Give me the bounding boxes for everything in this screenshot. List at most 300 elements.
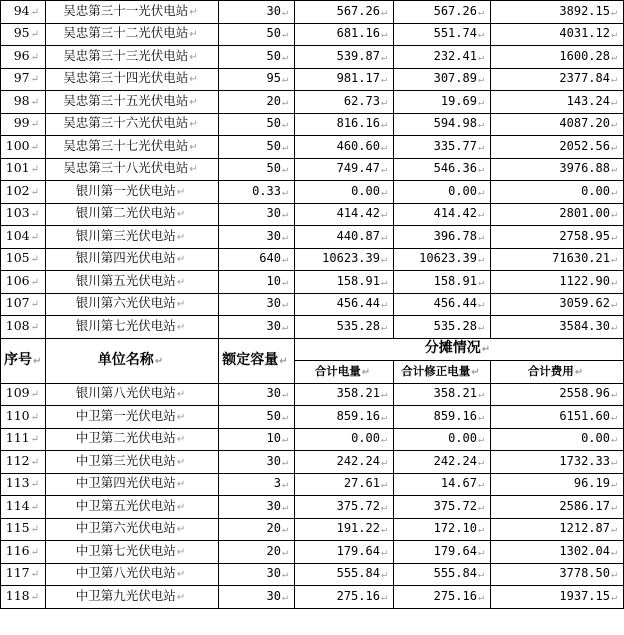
total-power-cell <box>295 563 394 586</box>
seq-cell <box>1 1 46 24</box>
total-power-cell <box>295 23 394 46</box>
paragraph-mark-icon: ↵ <box>610 51 617 63</box>
paragraph-mark-icon: ↵ <box>380 276 387 288</box>
paragraph-mark-icon: ↵ <box>477 29 484 41</box>
total-cost-value: 96.19 <box>573 476 610 491</box>
paragraph-mark-icon: ↵ <box>477 434 484 446</box>
total-power-value: 539.87 <box>336 48 380 63</box>
adjusted-power-cell <box>394 46 491 69</box>
table-row <box>1 1 624 24</box>
station-name-cell <box>46 158 219 181</box>
seq-value: 107 <box>5 295 30 311</box>
adjusted-power-cell <box>394 496 491 519</box>
paragraph-mark-icon: ↵ <box>176 456 186 468</box>
paragraph-mark-icon: ↵ <box>281 456 288 468</box>
station-name-value: 中卫第一光伏电站 <box>75 407 176 423</box>
seq-cell <box>1 473 46 496</box>
adjusted-power-value: 179.64 <box>433 543 477 558</box>
seq-value: 110 <box>5 407 30 423</box>
station-name-value: 吴忠第三十七光伏电站 <box>63 137 189 153</box>
paragraph-mark-icon: ↵ <box>610 276 617 288</box>
total-cost-value: 2586.17 <box>559 498 610 513</box>
total-cost-cell <box>491 563 624 586</box>
paragraph-mark-icon: ↵ <box>30 231 39 243</box>
adjusted-power-value: 242.24 <box>433 453 477 468</box>
station-name-value: 中卫第四光伏电站 <box>75 475 176 491</box>
total-power-cell <box>295 406 394 429</box>
adjusted-power-cell <box>394 91 491 114</box>
total-cost-value: 1937.15 <box>559 588 610 603</box>
seq-cell <box>1 68 46 91</box>
header-seq: 序号 <box>4 351 32 368</box>
capacity-value: 50 <box>266 26 281 41</box>
total-power-cell <box>295 451 394 474</box>
total-power-cell <box>295 91 394 114</box>
paragraph-mark-icon: ↵ <box>380 254 387 266</box>
total-power-value: 62.73 <box>343 93 380 108</box>
total-power-value: 358.21 <box>336 386 380 401</box>
total-power-cell <box>295 518 394 541</box>
paragraph-mark-icon: ↵ <box>380 501 387 513</box>
adjusted-power-value: 10623.39 <box>419 251 477 266</box>
table-row <box>1 293 624 316</box>
paragraph-mark-icon: ↵ <box>281 546 288 558</box>
header-group-cell <box>295 338 624 361</box>
total-power-value: 816.16 <box>336 116 380 131</box>
paragraph-mark-icon: ↵ <box>30 96 39 108</box>
paragraph-mark-icon: ↵ <box>189 51 198 63</box>
total-cost-value: 71630.21 <box>552 251 610 266</box>
paragraph-mark-icon: ↵ <box>610 569 617 581</box>
table-row <box>1 383 624 406</box>
table-row <box>1 316 624 339</box>
seq-cell <box>1 136 46 159</box>
table-header <box>1 338 624 383</box>
paragraph-mark-icon: ↵ <box>281 389 288 401</box>
table-body-bottom <box>1 383 624 608</box>
station-name-value: 吴忠第三十六光伏电站 <box>63 115 189 131</box>
station-name-value: 银川第三光伏电站 <box>75 227 176 243</box>
paragraph-mark-icon: ↵ <box>477 321 484 333</box>
adjusted-power-value: 275.16 <box>433 588 477 603</box>
total-cost-cell <box>491 46 624 69</box>
adjusted-power-cell <box>394 68 491 91</box>
station-name-value: 中卫第八光伏电站 <box>75 565 176 581</box>
capacity-value: 95 <box>266 71 281 86</box>
capacity-value: 30 <box>266 296 281 311</box>
paragraph-mark-icon: ↵ <box>610 456 617 468</box>
table-row <box>1 406 624 429</box>
total-power-cell <box>295 473 394 496</box>
total-power-cell <box>295 136 394 159</box>
paragraph-mark-icon: ↵ <box>477 231 484 243</box>
paragraph-mark-icon: ↵ <box>189 74 198 86</box>
paragraph-mark-icon: ↵ <box>361 366 371 378</box>
capacity-value: 30 <box>266 228 281 243</box>
paragraph-mark-icon: ↵ <box>281 321 288 333</box>
adjusted-power-value: 14.67 <box>440 476 477 491</box>
seq-cell <box>1 518 46 541</box>
seq-value: 109 <box>5 385 30 401</box>
capacity-cell <box>219 293 295 316</box>
seq-value: 94 <box>13 2 30 18</box>
seq-cell <box>1 23 46 46</box>
station-name-cell <box>46 226 219 249</box>
total-cost-cell <box>491 226 624 249</box>
paragraph-mark-icon: ↵ <box>380 591 387 603</box>
total-cost-cell <box>491 293 624 316</box>
paragraph-mark-icon: ↵ <box>176 546 186 558</box>
table-row <box>1 181 624 204</box>
station-name-value: 银川第一光伏电站 <box>75 182 176 198</box>
paragraph-mark-icon: ↵ <box>610 299 617 311</box>
paragraph-mark-icon: ↵ <box>477 164 484 176</box>
capacity-value: 50 <box>266 408 281 423</box>
paragraph-mark-icon: ↵ <box>610 186 617 198</box>
capacity-cell <box>219 23 295 46</box>
paragraph-mark-icon: ↵ <box>30 411 39 423</box>
seq-cell <box>1 428 46 451</box>
capacity-cell <box>219 203 295 226</box>
capacity-cell <box>219 496 295 519</box>
total-cost-cell <box>491 451 624 474</box>
paragraph-mark-icon: ↵ <box>281 501 288 513</box>
paragraph-mark-icon: ↵ <box>176 389 186 401</box>
total-cost-value: 3976.88 <box>559 161 610 176</box>
paragraph-mark-icon: ↵ <box>380 299 387 311</box>
capacity-value: 20 <box>266 543 281 558</box>
station-name-cell <box>46 496 219 519</box>
paragraph-mark-icon: ↵ <box>176 186 186 198</box>
header-adjusted-power-cell <box>394 361 491 384</box>
paragraph-mark-icon: ↵ <box>477 591 484 603</box>
adjusted-power-value: 456.44 <box>433 296 477 311</box>
paragraph-mark-icon: ↵ <box>30 299 39 311</box>
header-name: 单位名称 <box>97 351 154 368</box>
seq-cell <box>1 91 46 114</box>
seq-cell <box>1 271 46 294</box>
paragraph-mark-icon: ↵ <box>380 411 387 423</box>
station-name-cell <box>46 586 219 609</box>
paragraph-mark-icon: ↵ <box>281 74 288 86</box>
paragraph-mark-icon: ↵ <box>380 389 387 401</box>
header-name-cell <box>46 338 219 383</box>
table-row <box>1 68 624 91</box>
capacity-value: 0.33 <box>252 183 281 198</box>
capacity-value: 10 <box>266 273 281 288</box>
capacity-cell <box>219 158 295 181</box>
adjusted-power-value: 594.98 <box>433 116 477 131</box>
total-power-cell <box>295 181 394 204</box>
adjusted-power-value: 551.74 <box>433 26 477 41</box>
capacity-cell <box>219 518 295 541</box>
header-row-1 <box>1 338 624 361</box>
seq-value: 116 <box>5 542 30 558</box>
seq-cell <box>1 451 46 474</box>
paragraph-mark-icon: ↵ <box>610 479 617 491</box>
paragraph-mark-icon: ↵ <box>610 501 617 513</box>
header-capacity-cell <box>219 338 295 383</box>
paragraph-mark-icon: ↵ <box>281 141 288 153</box>
paragraph-mark-icon: ↵ <box>481 344 491 356</box>
station-name-cell <box>46 113 219 136</box>
total-cost-value: 2377.84 <box>559 71 610 86</box>
total-power-value: 681.16 <box>336 26 380 41</box>
paragraph-mark-icon: ↵ <box>380 231 387 243</box>
paragraph-mark-icon: ↵ <box>380 434 387 446</box>
paragraph-mark-icon: ↵ <box>477 74 484 86</box>
adjusted-power-value: 158.91 <box>433 273 477 288</box>
adjusted-power-value: 172.10 <box>433 521 477 536</box>
total-power-cell <box>295 496 394 519</box>
table-row <box>1 203 624 226</box>
paragraph-mark-icon: ↵ <box>281 479 288 491</box>
total-cost-cell <box>491 136 624 159</box>
paragraph-mark-icon: ↵ <box>176 479 186 491</box>
total-cost-cell <box>491 248 624 271</box>
capacity-cell <box>219 586 295 609</box>
header-total-cost: 合计费用 <box>527 363 574 378</box>
paragraph-mark-icon: ↵ <box>30 389 39 401</box>
total-cost-cell <box>491 383 624 406</box>
total-cost-value: 0.00 <box>581 183 610 198</box>
paragraph-mark-icon: ↵ <box>477 389 484 401</box>
station-name-cell <box>46 473 219 496</box>
header-adjusted-power: 合计修正电量 <box>401 363 471 378</box>
paragraph-mark-icon: ↵ <box>176 231 186 243</box>
station-name-cell <box>46 428 219 451</box>
paragraph-mark-icon: ↵ <box>30 524 39 536</box>
table-row <box>1 23 624 46</box>
capacity-cell <box>219 248 295 271</box>
adjusted-power-cell <box>394 428 491 451</box>
seq-value: 113 <box>5 475 30 491</box>
paragraph-mark-icon: ↵ <box>176 434 186 446</box>
paragraph-mark-icon: ↵ <box>281 51 288 63</box>
paragraph-mark-icon: ↵ <box>281 299 288 311</box>
seq-value: 96 <box>13 47 30 63</box>
paragraph-mark-icon: ↵ <box>610 29 617 41</box>
seq-cell <box>1 181 46 204</box>
total-cost-cell <box>491 68 624 91</box>
paragraph-mark-icon: ↵ <box>477 51 484 63</box>
paragraph-mark-icon: ↵ <box>30 29 39 41</box>
seq-value: 102 <box>5 182 30 198</box>
paragraph-mark-icon: ↵ <box>477 141 484 153</box>
adjusted-power-cell <box>394 181 491 204</box>
total-power-value: 158.91 <box>336 273 380 288</box>
paragraph-mark-icon: ↵ <box>477 546 484 558</box>
capacity-value: 3 <box>273 476 281 491</box>
paragraph-mark-icon: ↵ <box>477 119 484 131</box>
paragraph-mark-icon: ↵ <box>281 186 288 198</box>
paragraph-mark-icon: ↵ <box>477 186 484 198</box>
total-power-value: 375.72 <box>336 498 380 513</box>
total-cost-cell <box>491 113 624 136</box>
total-cost-cell <box>491 518 624 541</box>
paragraph-mark-icon: ↵ <box>477 456 484 468</box>
capacity-cell <box>219 1 295 24</box>
station-name-cell <box>46 451 219 474</box>
total-cost-value: 143.24 <box>566 93 610 108</box>
paragraph-mark-icon: ↵ <box>610 321 617 333</box>
capacity-value: 30 <box>266 588 281 603</box>
paragraph-mark-icon: ↵ <box>610 411 617 423</box>
paragraph-mark-icon: ↵ <box>610 524 617 536</box>
table-row <box>1 271 624 294</box>
total-power-cell <box>295 226 394 249</box>
seq-value: 108 <box>5 317 30 333</box>
adjusted-power-cell <box>394 248 491 271</box>
seq-cell <box>1 226 46 249</box>
capacity-value: 20 <box>266 93 281 108</box>
paragraph-mark-icon: ↵ <box>176 254 186 266</box>
paragraph-mark-icon: ↵ <box>610 164 617 176</box>
seq-value: 106 <box>5 272 30 288</box>
capacity-cell <box>219 181 295 204</box>
total-power-value: 10623.39 <box>322 251 380 266</box>
total-cost-value: 1212.87 <box>559 521 610 536</box>
total-power-value: 567.26 <box>336 3 380 18</box>
capacity-cell <box>219 226 295 249</box>
paragraph-mark-icon: ↵ <box>380 569 387 581</box>
seq-value: 103 <box>5 205 30 221</box>
paragraph-mark-icon: ↵ <box>610 231 617 243</box>
station-name-cell <box>46 406 219 429</box>
total-power-cell <box>295 428 394 451</box>
seq-cell <box>1 316 46 339</box>
capacity-value: 10 <box>266 431 281 446</box>
paragraph-mark-icon: ↵ <box>176 501 186 513</box>
total-cost-cell <box>491 473 624 496</box>
paragraph-mark-icon: ↵ <box>30 591 39 603</box>
seq-value: 118 <box>5 587 30 603</box>
total-cost-value: 6151.60 <box>559 408 610 423</box>
capacity-cell <box>219 406 295 429</box>
paragraph-mark-icon: ↵ <box>281 119 288 131</box>
paragraph-mark-icon: ↵ <box>176 591 186 603</box>
adjusted-power-cell <box>394 586 491 609</box>
capacity-value: 30 <box>266 453 281 468</box>
paragraph-mark-icon: ↵ <box>176 299 186 311</box>
adjusted-power-value: 307.89 <box>433 71 477 86</box>
total-power-value: 859.16 <box>336 408 380 423</box>
seq-value: 112 <box>5 452 30 468</box>
adjusted-power-cell <box>394 113 491 136</box>
paragraph-mark-icon: ↵ <box>380 164 387 176</box>
table-row <box>1 451 624 474</box>
total-power-cell <box>295 158 394 181</box>
paragraph-mark-icon: ↵ <box>610 209 617 221</box>
total-cost-value: 3059.62 <box>559 296 610 311</box>
paragraph-mark-icon: ↵ <box>30 501 39 513</box>
seq-value: 98 <box>13 92 30 108</box>
paragraph-mark-icon: ↵ <box>610 591 617 603</box>
paragraph-mark-icon: ↵ <box>281 6 288 18</box>
station-name-cell <box>46 23 219 46</box>
table-row <box>1 113 624 136</box>
paragraph-mark-icon: ↵ <box>380 29 387 41</box>
seq-cell <box>1 406 46 429</box>
seq-value: 111 <box>5 430 30 446</box>
total-cost-value: 3778.50 <box>559 566 610 581</box>
total-power-value: 275.16 <box>336 588 380 603</box>
paragraph-mark-icon: ↵ <box>30 479 39 491</box>
paragraph-mark-icon: ↵ <box>477 524 484 536</box>
total-power-value: 0.00 <box>351 183 380 198</box>
seq-cell <box>1 541 46 564</box>
paragraph-mark-icon: ↵ <box>30 321 39 333</box>
paragraph-mark-icon: ↵ <box>610 141 617 153</box>
adjusted-power-value: 396.78 <box>433 228 477 243</box>
adjusted-power-value: 555.84 <box>433 566 477 581</box>
total-cost-value: 3584.30 <box>559 318 610 333</box>
paragraph-mark-icon: ↵ <box>281 276 288 288</box>
paragraph-mark-icon: ↵ <box>176 276 186 288</box>
capacity-cell <box>219 451 295 474</box>
table-row <box>1 226 624 249</box>
seq-cell <box>1 496 46 519</box>
capacity-cell <box>219 271 295 294</box>
total-cost-value: 1122.90 <box>559 273 610 288</box>
paragraph-mark-icon: ↵ <box>380 209 387 221</box>
adjusted-power-value: 414.42 <box>433 206 477 221</box>
paragraph-mark-icon: ↵ <box>477 411 484 423</box>
paragraph-mark-icon: ↵ <box>30 209 39 221</box>
capacity-value: 50 <box>266 116 281 131</box>
capacity-cell <box>219 136 295 159</box>
total-power-value: 555.84 <box>336 566 380 581</box>
paragraph-mark-icon: ↵ <box>281 569 288 581</box>
seq-value: 100 <box>5 137 30 153</box>
capacity-cell <box>219 563 295 586</box>
paragraph-mark-icon: ↵ <box>380 51 387 63</box>
total-cost-value: 1732.33 <box>559 453 610 468</box>
paragraph-mark-icon: ↵ <box>33 355 42 367</box>
seq-value: 114 <box>5 497 30 513</box>
adjusted-power-value: 358.21 <box>433 386 477 401</box>
total-cost-value: 2052.56 <box>559 138 610 153</box>
station-name-value: 吴忠第三十四光伏电站 <box>63 70 189 86</box>
adjusted-power-cell <box>394 563 491 586</box>
table-row <box>1 46 624 69</box>
paragraph-mark-icon: ↵ <box>30 141 39 153</box>
paragraph-mark-icon: ↵ <box>30 186 39 198</box>
adjusted-power-cell <box>394 136 491 159</box>
paragraph-mark-icon: ↵ <box>380 6 387 18</box>
total-cost-value: 4031.12 <box>559 26 610 41</box>
total-power-cell <box>295 248 394 271</box>
total-cost-cell <box>491 586 624 609</box>
paragraph-mark-icon: ↵ <box>30 546 39 558</box>
total-cost-value: 0.00 <box>581 431 610 446</box>
paragraph-mark-icon: ↵ <box>610 254 617 266</box>
paragraph-mark-icon: ↵ <box>477 254 484 266</box>
adjusted-power-value: 535.28 <box>433 318 477 333</box>
paragraph-mark-icon: ↵ <box>189 29 198 41</box>
total-power-cell <box>295 113 394 136</box>
seq-value: 97 <box>13 70 30 86</box>
capacity-value: 30 <box>266 318 281 333</box>
seq-value: 115 <box>5 520 30 536</box>
station-name-value: 中卫第二光伏电站 <box>75 430 176 446</box>
station-name-value: 银川第二光伏电站 <box>75 205 176 221</box>
seq-cell <box>1 248 46 271</box>
total-cost-cell <box>491 158 624 181</box>
paragraph-mark-icon: ↵ <box>189 164 198 176</box>
station-name-cell <box>46 293 219 316</box>
total-power-value: 749.47 <box>336 161 380 176</box>
